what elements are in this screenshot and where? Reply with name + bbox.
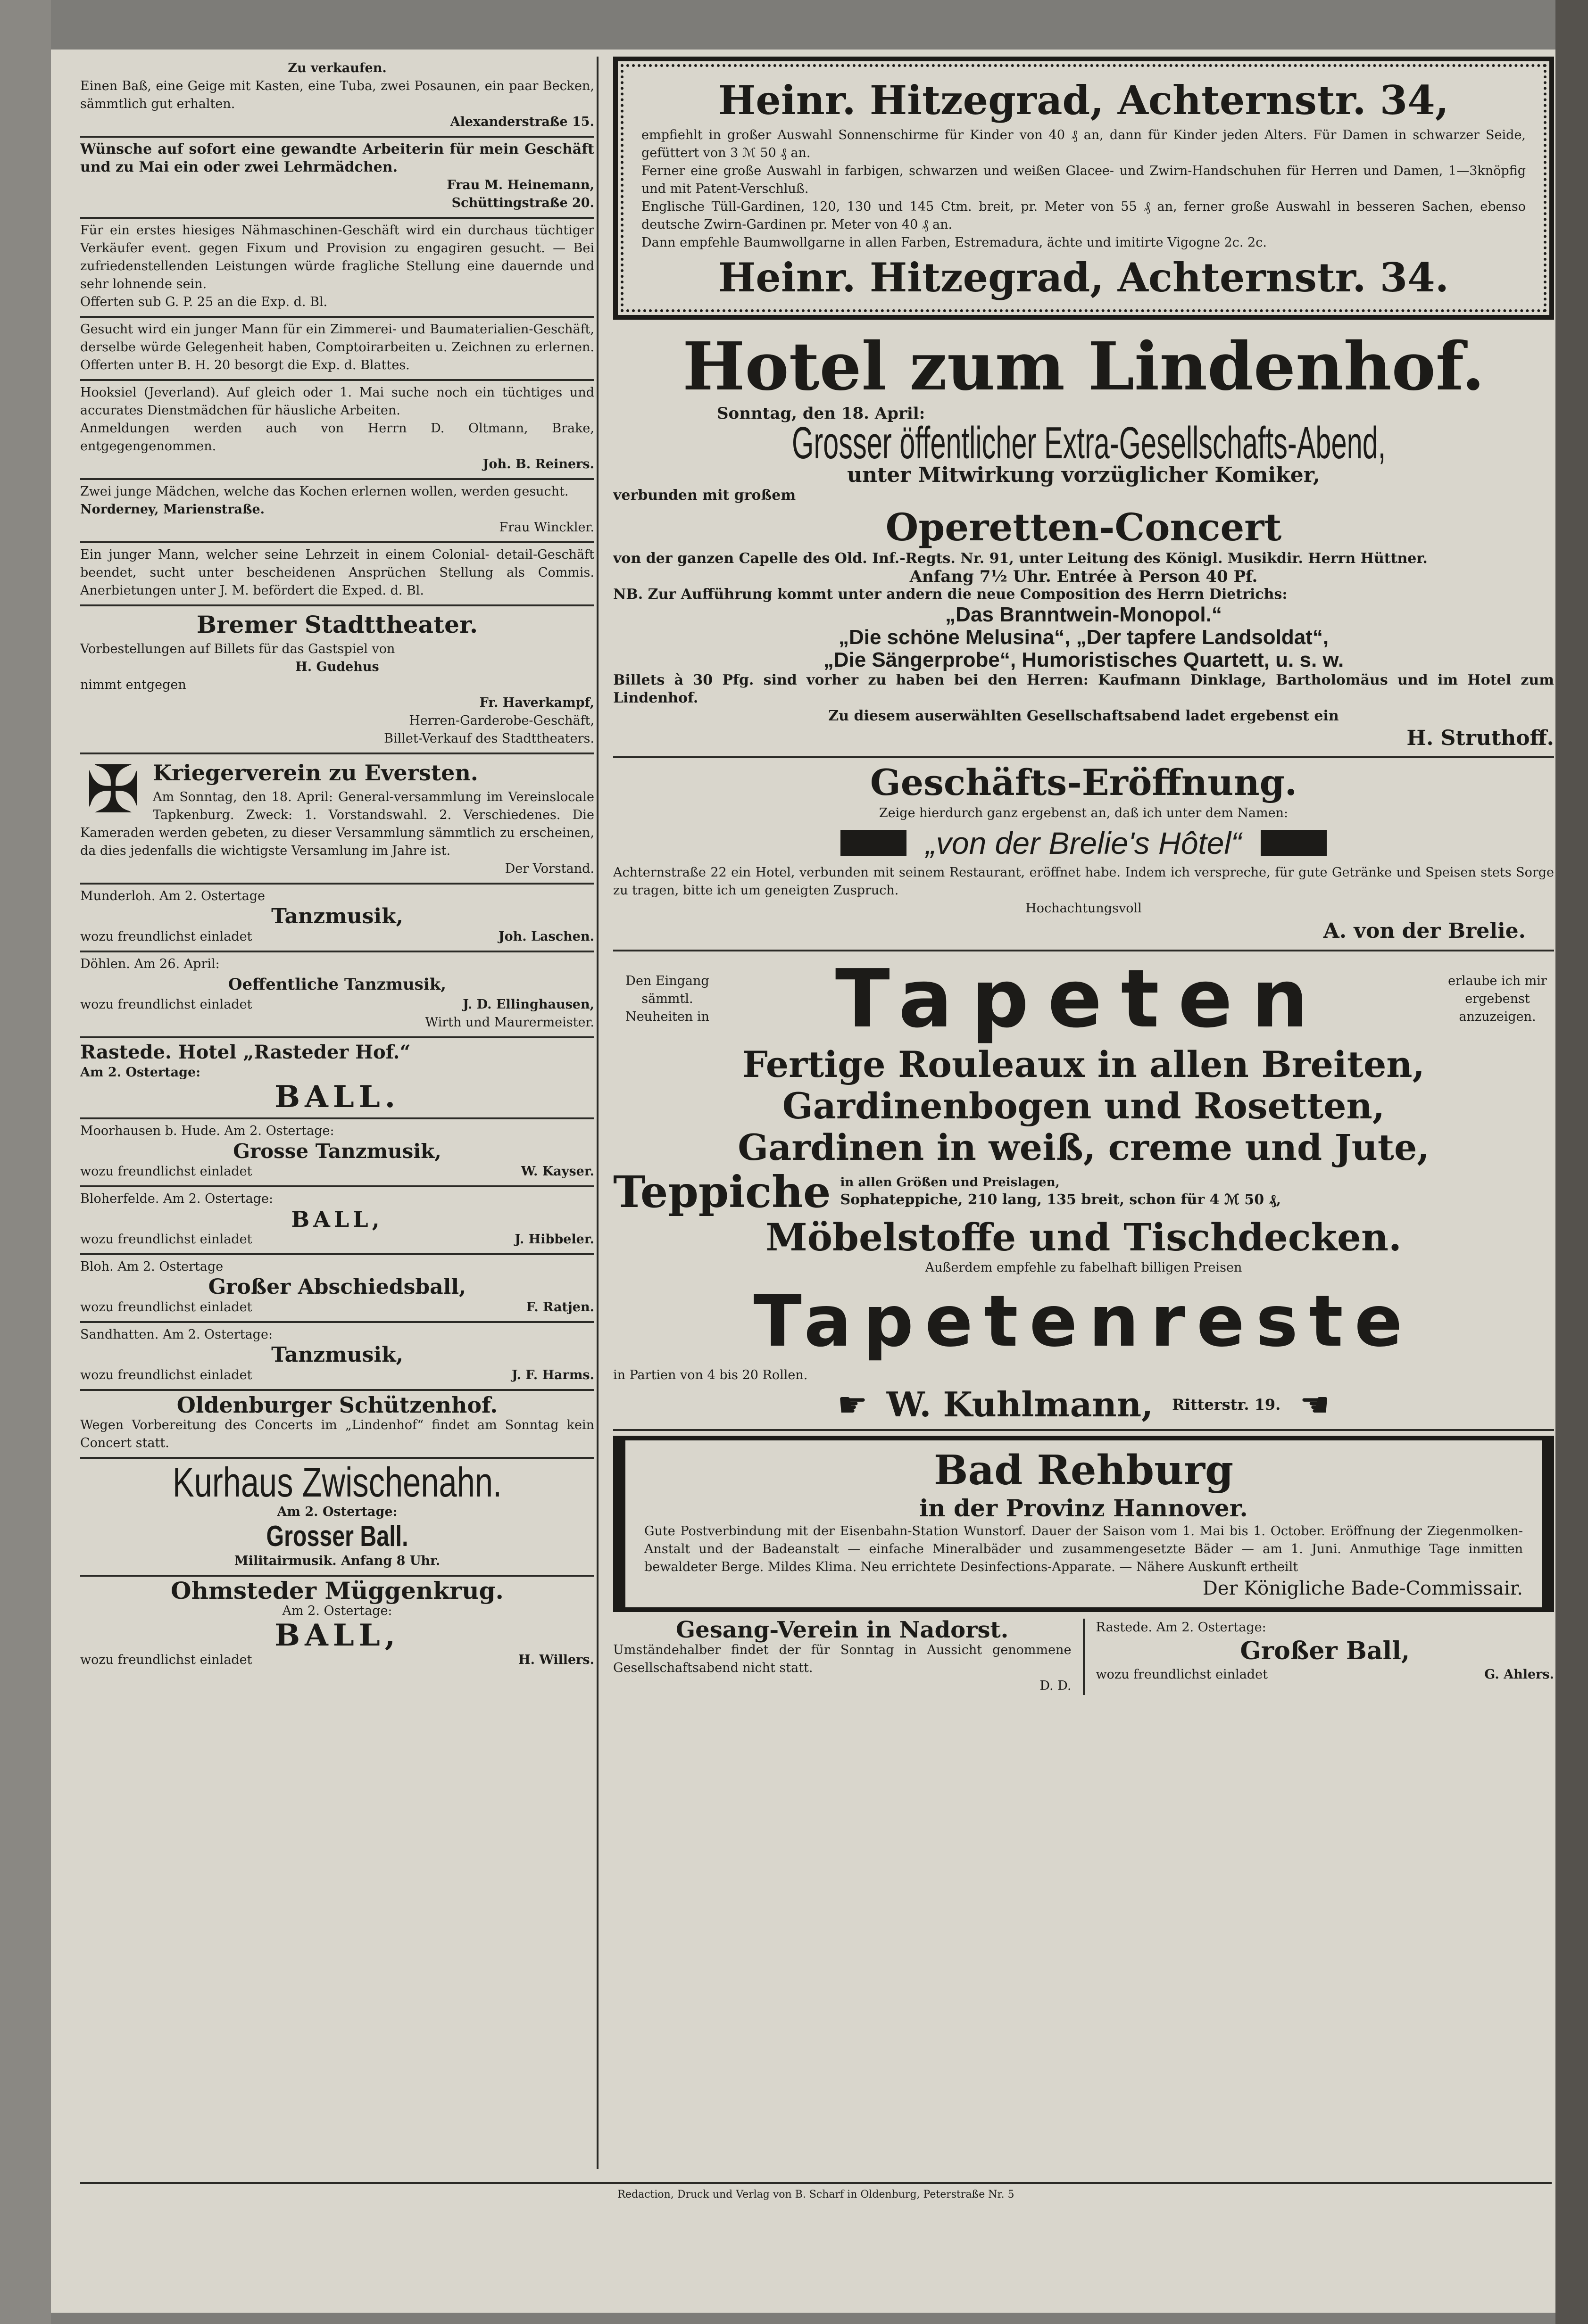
ad-line: Billets à 30 Pfg. sind vorher zu haben bei den Herren: Kaufmann Dinklage, Bartholomäus und im Hotel zum Lindenhof. xyxy=(613,672,1554,706)
ad-tapeten xyxy=(613,951,1554,1431)
ad-head: Moorhausen b. Hude. Am 2. Ostertage: xyxy=(80,1124,334,1138)
ad-title: Bad Rehburg xyxy=(933,1447,1234,1494)
ad-zwei-maedchen xyxy=(80,480,594,543)
ad-text: Vorbestellungen auf Billets für das Gastspiel von xyxy=(80,642,395,656)
host-name: F. Ratjen. xyxy=(526,1300,594,1315)
ad-head: Bloherfelde. Am 2. Ostertage: xyxy=(80,1191,274,1206)
tapetenreste-word: Tapetenreste xyxy=(753,1281,1414,1363)
ad-text: Einen Baß, eine Geige mit Kasten, eine Tuba, zwei Posaunen, ein paar Becken, sämmtlich gut erhalten. xyxy=(80,79,594,111)
ad-gesucht xyxy=(80,318,594,381)
ad-title: Ohmsteder Müggenkrug. xyxy=(171,1577,504,1604)
ad-sub: Am 2. Ostertage: xyxy=(282,1604,392,1618)
ad-stadttheater xyxy=(80,606,594,754)
column-divider xyxy=(597,57,599,2169)
ad-text: Für ein erstes hiesiges Nähmaschinen-Geschäft wird ein durchaus tüchtiger Verkäufer event. gegen Fixum und Provision zu engagiren gesucht. — Bei zufriedenstellenden Leistungen würde fragliche Stellung eine dauernde und sehr lohnende sein. xyxy=(80,223,594,291)
invite-text: wozu freundlichst einladet xyxy=(80,1653,252,1667)
ad-text: Ferner eine große Auswahl in farbigen, schwarzen und weißen Glacee- und Zwirn-Handschuhen für Herren und Damen, 1—3knöpfig und mit Patent-Verschluß. xyxy=(641,164,1526,196)
ad-text: Am Sonntag, den 18. April: General-versammlung im Vereinslocale Tapkenburg. Zweck: 1. Vorstandswahl. 2. Verschiedenes. Die Kameraden werden gebeten, zu dieser Versammlung sämmtlich zu erscheinen, da dies jedenfalls die wichtigste Versamlung im Jahre ist. xyxy=(80,790,594,858)
invite-text: wozu freundlichst einladet xyxy=(80,929,252,944)
ad-signature: Der Vorstand. xyxy=(505,861,594,876)
invite-text: wozu freundlichst einladet xyxy=(80,1164,252,1179)
ad-line: Den Eingang sämmtl. Neuheiten in xyxy=(625,974,709,1024)
ad-text: empfiehlt in großer Auswahl Sonnenschirme für Kinder von 40 ₰ an, dann für Kinder jeden Alters. Für Damen in schwarzer Seide, gefüttert von 3 ℳ 50 ₰ an. xyxy=(641,128,1526,160)
ad-title-2: Grosser öffentlicher Extra-Gesellschafts-Abend, xyxy=(792,418,1386,468)
song-title: „Das Branntwein-Monopol.“ xyxy=(945,603,1222,626)
ad-title: Tanzmusik, xyxy=(271,1343,403,1367)
ad-signature: Der Königliche Bade-Commissair. xyxy=(1202,1578,1523,1599)
ad-title: Kriegerverein zu Eversten. xyxy=(153,760,478,786)
iron-cross-icon: ✠ xyxy=(85,752,141,828)
ad-foot: Militairmusik. Anfang 8 Uhr. xyxy=(234,1554,441,1568)
ad-text: Dann empfehle Baumwollgarne in allen Farben, Estremadura, ächte und imitirte Vigogne 2c. 2c. xyxy=(641,235,1267,250)
ad-head: Bloh. Am 2. Ostertage xyxy=(80,1259,224,1274)
black-bar-right xyxy=(1261,830,1327,856)
black-bar-left xyxy=(840,830,906,856)
ad-address: Alexanderstraße 15. xyxy=(450,115,594,129)
ad-signature: Fr. Haverkampf, xyxy=(479,695,594,710)
imprint-footer: Redaction, Druck und Verlag von B. Scharf in Oldenburg, Peterstraße Nr. 5 xyxy=(80,2182,1552,2200)
ad-munderloh xyxy=(80,885,594,952)
bottom-ads xyxy=(613,1619,1554,1695)
ad-line: Fertige Rouleaux in allen Breiten, xyxy=(742,1043,1425,1085)
ad-heinemann xyxy=(80,138,594,219)
left-column xyxy=(80,57,594,2167)
ad-title-2: Heinr. Hitzegrad, Achternstr. 34. xyxy=(718,254,1449,301)
host-name: W. Kayser. xyxy=(521,1164,594,1179)
host-name: Joh. Laschen. xyxy=(498,929,594,944)
ad-name: Joh. B. Reiners. xyxy=(482,457,594,471)
ad-geschaefts-eroeffnung xyxy=(613,758,1554,951)
ad-address: Schüttingstraße 20. xyxy=(451,196,594,210)
ad-bloh xyxy=(80,1255,594,1323)
ad-line: Gardinen in weiß, creme und Jute, xyxy=(738,1126,1430,1168)
ad-signature: Herren-Garderobe-Geschäft, xyxy=(409,713,594,728)
invite-text: wozu freundlichst einladet xyxy=(80,1368,252,1382)
ad-text: Zwei junge Mädchen, welche das Kochen erlernen wollen, werden gesucht. xyxy=(80,484,569,499)
ad-sub: Am 2. Ostertage: xyxy=(80,1065,201,1080)
ad-bad-rehburg xyxy=(613,1436,1554,1612)
ad-title-2: Grosser Ball. xyxy=(266,1520,408,1553)
song-title: „Die Sängerprobe“, Humoristisches Quartett, u. s. w. xyxy=(823,648,1344,671)
ad-head: Döhlen. Am 26. April: xyxy=(80,957,220,971)
ad-signature: H. Struthoff. xyxy=(1406,726,1554,750)
ad-title: Grosse Tanzmusik, xyxy=(233,1140,441,1163)
ad-name: H. Gudehus xyxy=(295,660,379,674)
ad-name: Frau Winckler. xyxy=(499,520,594,535)
ad-text: Gesucht wird ein junger Mann für ein Zimmerei- und Baumaterialien-Geschäft, derselbe würde Gelegenheit haben, Comptoirarbeiten u. Zeichnen zu erlernen. Offerten unter B. H. 20 besorgt die Exp. d. Blattes. xyxy=(80,322,594,372)
ad-line: Gardinenbogen und Rosetten, xyxy=(782,1085,1385,1127)
ad-name: Frau M. Heinemann, xyxy=(447,178,594,192)
ad-signature: W. Kuhlmann, xyxy=(886,1384,1154,1424)
ad-title: Bremer Stadttheater. xyxy=(196,611,478,638)
ad-kriegerverein xyxy=(80,754,594,885)
ad-title: BALL, xyxy=(291,1207,383,1232)
invite-text: wozu freundlichst einladet xyxy=(1096,1667,1268,1682)
song-title: „Die schöne Melusina“, „Der tapfere Landsoldat“, xyxy=(838,626,1329,649)
ad-title: Hotel zum Lindenhof. xyxy=(682,328,1485,405)
pointing-hand-left-icon: ☚ xyxy=(1299,1384,1330,1424)
teppiche-word: Teppiche xyxy=(613,1166,831,1217)
ad-signature: Offerten sub G. P. 25 an die Exp. d. Bl. xyxy=(80,295,328,309)
ad-text: Ein junger Mann, welcher seine Lehrzeit in einem Colonial- detail-Geschäft beendet, sucht unter bescheidenen Ansprüchen Stellung als Commis. Anerbietungen unter J. M. befördert die Exped. d. Bl. xyxy=(80,547,594,598)
ad-text: Umständehalber findet der für Sonntag in Aussicht genommene Gesellschaftsabend nicht statt. xyxy=(613,1643,1072,1675)
ad-sub: Am 2. Ostertage: xyxy=(277,1505,398,1519)
ad-place: Norderney, Marienstraße. xyxy=(80,502,265,517)
ad-title: Großer Ball, xyxy=(1240,1637,1410,1665)
ad-title: Großer Abschiedsball, xyxy=(208,1275,466,1299)
ad-title-3: Operetten-Concert xyxy=(885,505,1282,549)
ad-naehmaschinen xyxy=(80,219,594,318)
ad-line: Sophateppiche, 210 lang, 135 breit, schon für 4 ℳ 50 ₰, xyxy=(840,1191,1281,1208)
ad-zu-verkaufen xyxy=(80,57,594,138)
ad-title: Heinr. Hitzegrad, Achternstr. 34, xyxy=(718,77,1449,124)
ad-text: Wünsche auf sofort eine gewandte Arbeiterin für mein Geschäft und zu Mai ein oder zwei Lehrmädchen. xyxy=(80,141,594,175)
host-name: J. D. Ellinghausen, xyxy=(463,997,594,1012)
ad-head: Sandhatten. Am 2. Ostertage: xyxy=(80,1327,273,1342)
right-column xyxy=(613,57,1554,2167)
ad-kurhaus xyxy=(80,1459,594,1577)
ad-schuetzenhof xyxy=(80,1391,594,1459)
ad-line: Hochachtungsvoll xyxy=(1025,901,1142,916)
ad-title: Zu verkaufen. xyxy=(288,61,387,75)
ad-title: Oldenburger Schützenhof. xyxy=(176,1392,498,1418)
ad-doehlen xyxy=(80,952,594,1038)
ad-line: NB. Zur Aufführung kommt unter andern die neue Composition des Herrn Dietrichs: xyxy=(613,586,1288,603)
ad-title: Gesang-Verein in Nadorst. xyxy=(676,1617,1009,1643)
ad-hooksiel xyxy=(80,381,594,480)
ad-ohmstede xyxy=(80,1577,594,1674)
ad-text: Hooksiel (Jeverland). Auf gleich oder 1. Mai suche noch ein tüchtiges und accurates Dienstmädchen für häusliche Arbeiten. xyxy=(80,385,594,418)
tapeten-word: Tapeten xyxy=(835,952,1328,1046)
ad-title-2: BALL, xyxy=(274,1618,400,1653)
ad-junger-mann xyxy=(80,543,594,606)
ad-moorhausen xyxy=(80,1119,594,1187)
ad-bloherfelde xyxy=(80,1187,594,1255)
ad-line: erlaube ich mir ergebenst anzuzeigen. xyxy=(1448,974,1547,1024)
invite-text: wozu freundlichst einladet xyxy=(80,997,252,1012)
ad-text: Achternstraße 22 ein Hotel, verbunden mit seinem Restaurant, eröffnet habe. Indem ich verspreche, für gute Getränke und Speisen stets Sorge zu tragen, bitte ich um geneigten Zuspruch. xyxy=(613,865,1554,898)
ad-text: Englische Tüll-Gardinen, 120, 130 und 145 Ctm. breit, pr. Meter von 55 ₰ an, ferner große Auswahl in besseren Sachen, ebenso deutsche Zwirn-Gardinen pr. Meter von 40 ₰ an. xyxy=(641,199,1526,232)
ad-rastede-ahlers xyxy=(1085,1619,1555,1695)
ad-line: Möbelstoffe und Tischdecken. xyxy=(765,1215,1402,1259)
invite-text: wozu freundlichst einladet xyxy=(80,1300,252,1315)
ad-line: in Partien von 4 bis 20 Rollen. xyxy=(613,1368,808,1382)
ad-text: Gute Postverbindung mit der Eisenbahn-Station Wunstorf. Dauer der Saison vom 1. Mai bis 1. October. Eröffnung der Ziegenmolken-Anstalt und der Badeanstalt — einfache Mineralbäder und zusammengesetzte Bäder — am 1. Juni. Anmuthige Tage inmitten bewaldeter Berge. Mildes Klima. Neu errichtete Desinfections-Apparate. — Nähere Auskunft ertheilt xyxy=(644,1524,1523,1574)
ad-head: Rastede. Am 2. Ostertage: xyxy=(1096,1620,1266,1635)
ad-signature: Billet-Verkauf des Stadttheaters. xyxy=(384,731,594,746)
ad-hitzegrad xyxy=(613,57,1554,320)
ad-title: Geschäfts-Eröffnung. xyxy=(870,761,1297,803)
ad-rastede-hof xyxy=(80,1038,594,1119)
host-name: J. Hibbeler. xyxy=(515,1232,594,1247)
host-name: H. Willers. xyxy=(518,1653,594,1667)
ad-sandhatten xyxy=(80,1323,594,1391)
ad-head: Munderloh. Am 2. Ostertage xyxy=(80,889,266,903)
ad-text: nimmt entgegen xyxy=(80,678,186,692)
ad-date: Sonntag, den 18. April: xyxy=(717,404,925,423)
ad-signature: D. D. xyxy=(1039,1679,1072,1693)
ad-gesang-verein xyxy=(613,1619,1085,1695)
ad-title: Kurhaus Zwischenahn. xyxy=(172,1459,502,1505)
ad-title: Oeffentliche Tanzmusik, xyxy=(228,975,447,994)
ad-title: Tanzmusik, xyxy=(271,904,403,928)
host-name: J. F. Harms. xyxy=(511,1368,594,1382)
ad-text: Anmeldungen werden auch von Herrn D. Oltmann, Brake, entgegengenommen. xyxy=(80,421,594,454)
ad-head: Rastede. Hotel „Rasteder Hof.“ xyxy=(80,1041,411,1063)
ad-signature: A. von der Brelie. xyxy=(1323,919,1526,943)
ad-line: verbunden mit großem xyxy=(613,487,796,504)
scan-right-edge xyxy=(1555,0,1588,2324)
invite-text: wozu freundlichst einladet xyxy=(80,1232,252,1247)
ad-address: Ritterstr. 19. xyxy=(1172,1395,1281,1414)
ad-line: Außerdem empfehle zu fabelhaft billigen Preisen xyxy=(925,1260,1242,1275)
ad-line: in allen Größen und Preislagen, xyxy=(840,1175,1060,1190)
ad-sub: in der Provinz Hannover. xyxy=(919,1494,1248,1522)
pointing-hand-right-icon: ☛ xyxy=(837,1384,868,1424)
ad-text: Wegen Vorbereitung des Concerts im „Lindenhof“ findet am Sonntag kein Concert statt. xyxy=(80,1418,594,1450)
ad-line: von der ganzen Capelle des Old. Inf.-Regts. Nr. 91, unter Leitung des Königl. Musikdir. Herrn Hüttner. xyxy=(613,550,1428,567)
ad-line: Anfang 7½ Uhr. Entrée à Person 40 Pf. xyxy=(909,567,1258,586)
hotel-name: „von der Brelie's Hôtel“ xyxy=(925,826,1242,860)
ad-line: Zu diesem auserwählten Gesellschaftsabend ladet ergebenst ein xyxy=(828,708,1339,724)
host-name: G. Ahlers. xyxy=(1484,1667,1554,1682)
ad-lindenhof xyxy=(613,326,1554,758)
host-title: Wirth und Maurermeister. xyxy=(425,1015,594,1030)
ad-title: BALL. xyxy=(274,1079,400,1115)
ad-line: Zeige hierdurch ganz ergebenst an, daß ich unter dem Namen: xyxy=(879,806,1289,820)
scan-left-edge xyxy=(0,0,51,2324)
ad-line: unter Mitwirkung vorzüglicher Komiker, xyxy=(847,463,1321,487)
